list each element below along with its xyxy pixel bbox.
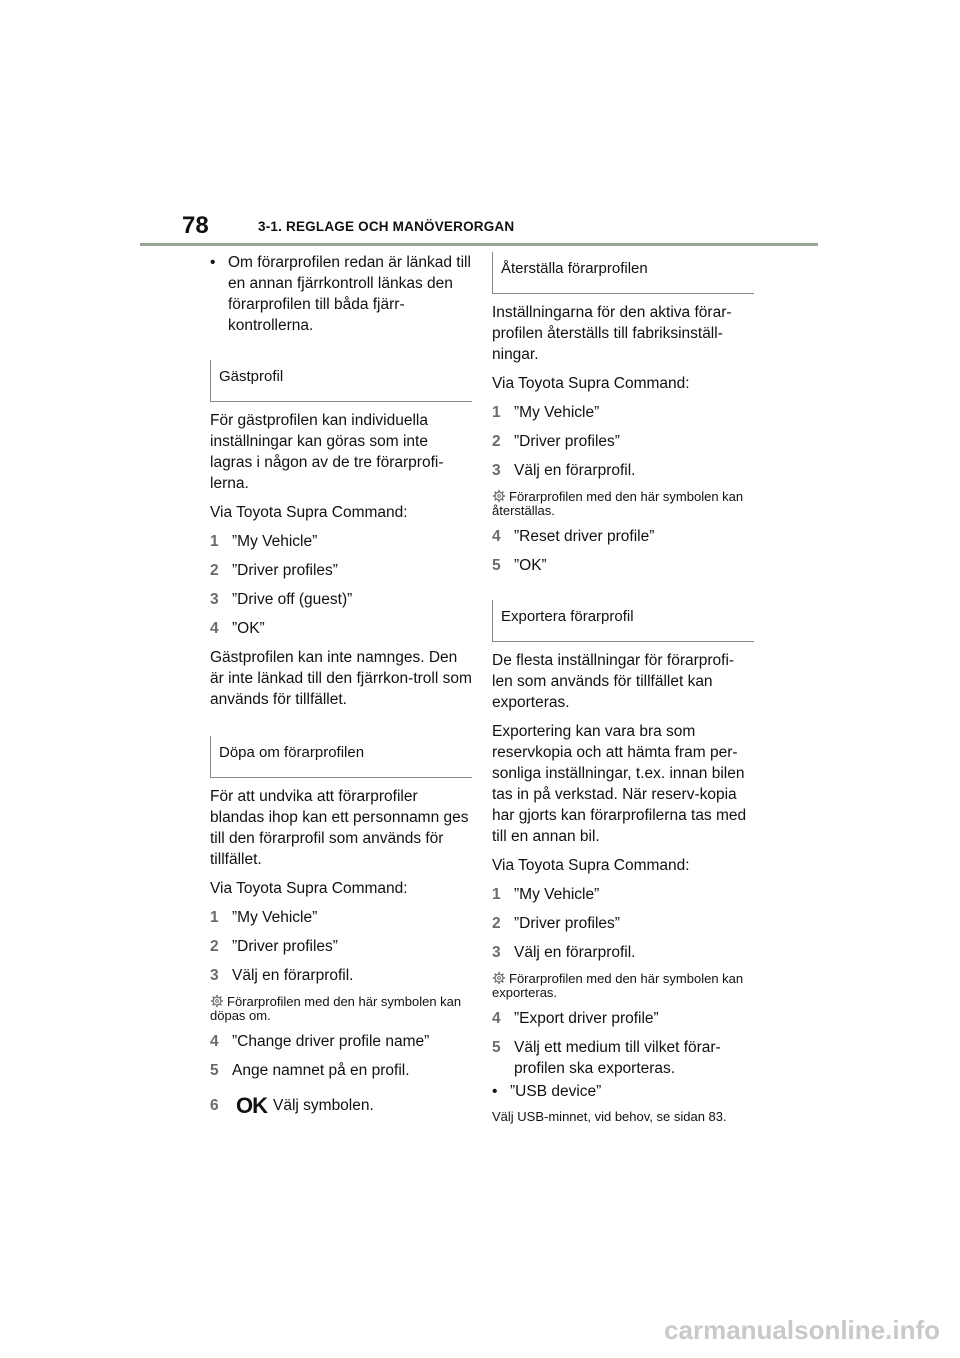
step-item: 3 ”Drive off (guest)”: [210, 591, 353, 608]
step-item: 2 ”Driver profiles”: [210, 938, 338, 955]
rename-via: Via Toyota Supra Command:: [210, 880, 408, 897]
bullet-dot: •: [210, 254, 216, 271]
left-column: [210, 252, 472, 1124]
step-item: 1 ”My Vehicle”: [492, 404, 600, 421]
guest-via: Via Toyota Supra Command:: [210, 504, 408, 521]
bullet-item: [210, 252, 472, 336]
rename-note: Förarprofilen med den här symbolen kan döpas om.: [210, 994, 462, 1023]
section-title: 3-1. REGLAGE OCH MANÖVERORGAN: [258, 219, 515, 234]
rename-paragraph: För att undvika att förarprofiler blandas ihop kan ett personnamn ges till den förarprofil som används för tillfället.: [210, 788, 469, 868]
bullet-dot: •: [492, 1083, 498, 1100]
export-paragraph: De flesta inställningar för förarprofi-len som används för tillfället kan exporteras.: [492, 652, 735, 711]
step-item: 6 OK Välj symbolen.: [210, 1093, 374, 1118]
step-item: 1 ”My Vehicle”: [492, 886, 600, 903]
export-note: Förarprofilen med den här symbolen kan exporteras.: [492, 971, 744, 1000]
step-item: 5 Ange namnet på en profil.: [210, 1062, 410, 1079]
step-item: 5 ”OK”: [492, 557, 547, 574]
step-item: 4 ”Change driver profile name”: [210, 1033, 430, 1050]
reset-paragraph: Inställningarna för den aktiva förar-profilen återställs till fabriksinställ-ningar.: [492, 304, 732, 363]
step-item: 5 Välj ett medium till vilket förar-profilen ska exporteras.: [492, 1039, 721, 1077]
step-item: 3 Välj en förarprofil.: [210, 967, 354, 984]
step-item: 4 ”Reset driver profile”: [492, 528, 655, 545]
step-item: 3 Välj en förarprofil.: [492, 944, 636, 961]
guest-paragraph-2: Gästprofilen kan inte namnges. Den är inte länkad till den fjärrkon-troll som används för tillfället.: [210, 649, 472, 708]
watermark: carmanualsonline.info: [664, 1315, 940, 1345]
step-item: 1 ”My Vehicle”: [210, 533, 318, 550]
step-item: 3 Välj en förarprofil.: [492, 462, 636, 479]
bullet-text: ”USB device”: [510, 1083, 602, 1100]
bullet-text: Om förarprofilen redan är länkad till en annan fjärrkontroll länkas den förarprofilen till båda fjärr-kontrollerna.: [228, 254, 471, 334]
section-heading-rename: Döpa om förarprofilen: [210, 736, 472, 778]
section-heading-export: Exportera förarprofil: [492, 600, 754, 642]
ok-symbol: OK: [236, 1093, 267, 1118]
gear-icon: [492, 971, 506, 985]
step-item: 1 ”My Vehicle”: [210, 909, 318, 926]
section-heading-reset: Återställa förarprofilen: [492, 252, 754, 294]
page-number: 78: [182, 212, 209, 239]
gear-icon: [210, 994, 224, 1008]
reset-note: Förarprofilen med den här symbolen kan återställas.: [492, 489, 744, 518]
export-paragraph-2: Exportering kan vara bra som reservkopia och att hämta fram per-sonliga inställningar, t.ex. innan bilen tas in på verkstad. När reserv-kopia har gjorts kan förarprofilerna tas med till en annan bil.: [492, 723, 747, 845]
step-item: 2 ”Driver profiles”: [492, 433, 620, 450]
export-via: Via Toyota Supra Command:: [492, 857, 690, 874]
right-column: [492, 252, 754, 1132]
step-item: 4 ”OK”: [210, 620, 265, 637]
footer: [0, 1308, 960, 1358]
guest-paragraph: För gästprofilen kan individuella inställningar kan göras som inte lagras i någon av de tre förarprofi-lerna.: [210, 412, 444, 492]
bullet-item: [492, 1081, 754, 1102]
reset-via: Via Toyota Supra Command:: [492, 375, 690, 392]
section-heading-guest: Gästprofil: [210, 360, 472, 402]
step-item: 4 ”Export driver profile”: [492, 1010, 659, 1027]
gear-icon: [492, 489, 506, 503]
export-footnote: Välj USB-minnet, vid behov, se sidan 83.: [492, 1109, 727, 1124]
step-item: 2 ”Driver profiles”: [492, 915, 620, 932]
header-divider: [140, 243, 818, 246]
step-item: 2 ”Driver profiles”: [210, 562, 338, 579]
